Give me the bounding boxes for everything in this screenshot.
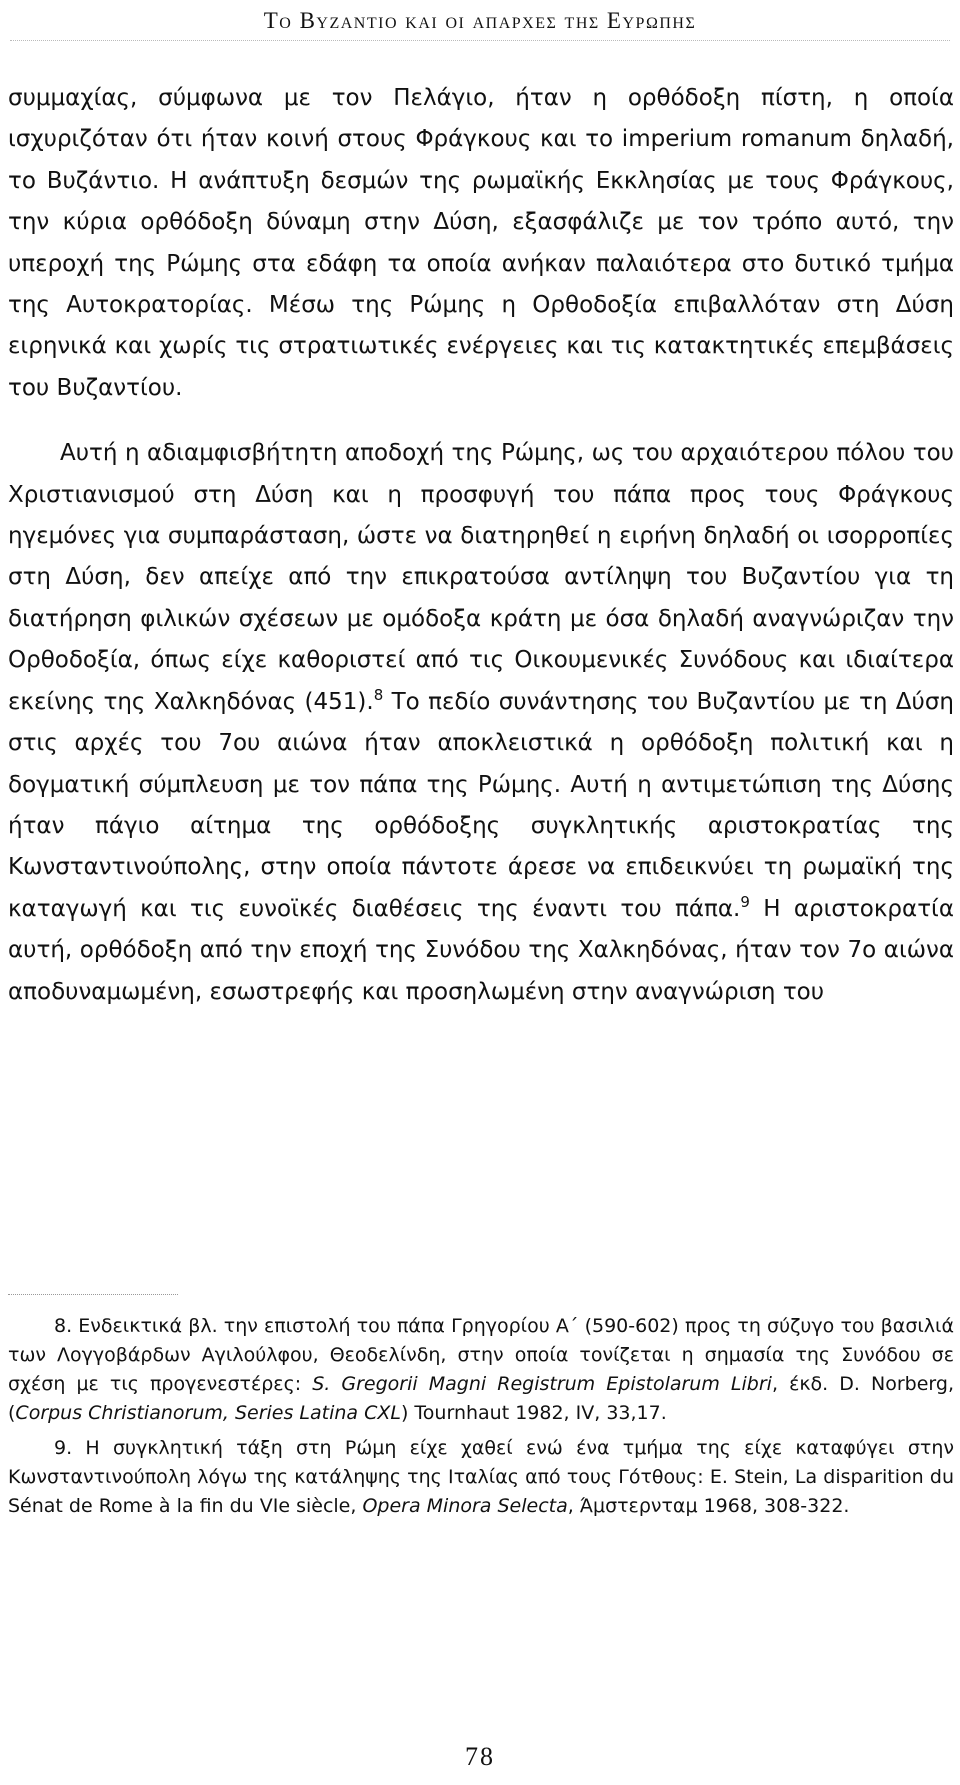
footnote-9-title: Opera Minora Selecta — [362, 1495, 568, 1517]
footnote-8-title: S. Gregorii Magni Registrum Epistolarum Libri — [312, 1373, 772, 1395]
footnote-9 — [8, 1434, 954, 1521]
footnote-8-part-a: 8. Ενδεικτικά βλ. την επιστολή του πάπα Γρηγορίου Α΄ (590-602) προς τη σύζυγο του βασιλιά των Λογγοβάρδων Αγιλούλφου, Θεοδελίνδη, στην οποία τονίζεται η σημασία της Συνόδου σε σχέση με τις προγενεστέρες: — [8, 1315, 954, 1395]
paragraph-2 — [8, 433, 954, 1013]
paragraph-2-part-c: Η αριστοκρατία αυτή, ορθόδοξη από την εποχή της Συνόδου της Χαλκηδόνας, ήταν τον 7ο αιώνα αποδυναμωμένη, εσωστρεφής και προσηλωμένη στην αναγνώριση του — [8, 895, 954, 1005]
footnote-separator — [8, 1294, 178, 1295]
footnote-8 — [8, 1312, 954, 1428]
page-number: 78 — [465, 1742, 495, 1771]
running-head: Το Βυζαντιο και οι απαρχες της Ευρωπης — [263, 8, 697, 33]
main-text — [8, 78, 954, 1013]
footnote-8-part-e: ) Tournhaut 1982, IV, 33,17. — [400, 1402, 667, 1424]
footnote-9-part-c: , Άμστερνταμ 1968, 308-322. — [567, 1495, 850, 1517]
footnotes — [8, 1312, 954, 1521]
footnote-8-part-c: , έκδ. D. Norberg, ( — [8, 1373, 954, 1424]
paragraph-2-part-b: Το πεδίο συνάντησης του Βυζαντίου με τη Δύση στις αρχές του 7ου αιώνα ήταν αποκλειστικά η ορθόδοξη πολιτική και η δογματική σύμπλευση με τον πάπα της Ρώμης. Αυτή η αντιμετώπιση της Δύσης ήταν πάγιο αίτημα της ορθόδοξης συγκλητικής αριστοκρατίας της Κωνσταντινούπολης, στην οποία πάντοτε άρεσε να επιδεικνύει τη ρωμαϊκή της καταγωγή και τις ευνοϊκές διαθέσεις της έναντι του πάπα. — [8, 688, 955, 922]
paragraph-1: συμμαχίας, σύμφωνα με τον Πελάγιο, ήταν η ορθόδοξη πίστη, η οποία ισχυριζόταν ότι ήταν κοινή στους Φράγκους και το imperium romanum δηλαδή, το Βυζάντιο. Η ανάπτυξη δεσμών της ρωμαϊκής Εκκλησίας με τους Φράγκους, την κύρια ορθόδοξη δύναμη στην Δύση, εξασφάλιζε με τον τρόπο αυτό, την υπεροχή της Ρώμης στα εδάφη τα οποία ανήκαν παλαιότερα στο δυτικό τμήμα της Αυτοκρατορίας. Μέσω της Ρώμης η Ορθοδοξία επιβαλλόταν στη Δύση ειρηνικά και χωρίς τις στρατιωτικές ενέργειες και τις κατακτητικές επεμβάσεις του Βυζαντίου. — [8, 85, 954, 401]
header-rule — [10, 40, 950, 41]
footnote-ref-9: 9 — [740, 892, 750, 911]
paragraph-2-part-a: Αυτή η αδιαμφισβήτητη αποδοχή της Ρώμης, ως του αρχαιότερου πόλου του Χριστιανισμού στη Δύση και η προσφυγή του πάπα προς τους Φράγκους ηγεμόνες για συμπαράσταση, ώστε να διατηρηθεί η ειρήνη δηλαδή οι ισορροπίες στη Δύση, δεν απείχε από την επικρατούσα αντίληψη του Βυζαντίου για τη διατήρηση φιλικών σχέσεων με ομόδοξα κράτη με όσα δηλαδή αναγνώριζαν την Ορθοδοξία, όπως είχε καθοριστεί από τις Οικουμενικές Συνόδους και ιδιαίτερα εκείνης της Χαλκηδόνας (451). — [8, 440, 954, 715]
footnote-8-series: Corpus Christianorum, Series Latina CXL — [15, 1402, 401, 1424]
footnote-9-part-a: 9. Η συγκλητική τάξη στη Ρώμη είχε χαθεί ενώ ένα τμήμα της είχε καταφύγει στην Κωνσταντινούπολη λόγω της κατάληψης της Ιταλίας από τους Γότθους: E. Stein, La disparition du Sénat de Rome à la fin du VIe siècle, — [8, 1437, 954, 1517]
footnote-ref-8: 8 — [373, 685, 384, 704]
